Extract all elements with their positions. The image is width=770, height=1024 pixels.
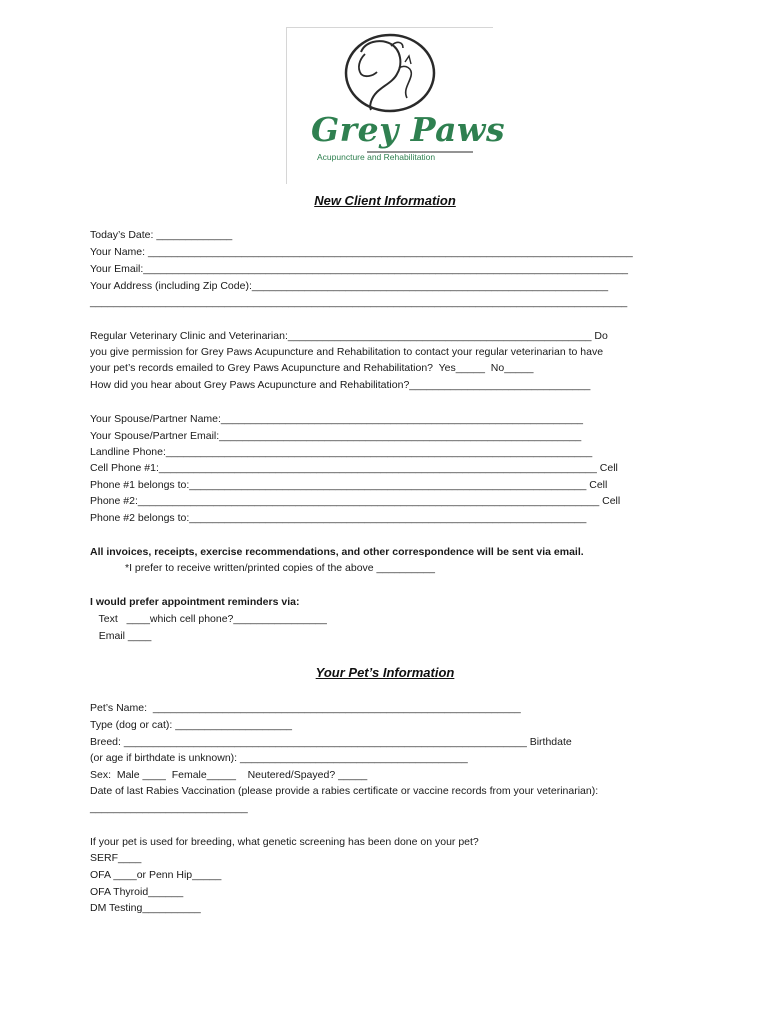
your-name-field[interactable]: Your Name: ___________________________________________________________________________________ [90, 246, 633, 258]
your-email-field[interactable]: Your Email:___________________________________________________________________________________ [90, 263, 628, 275]
pet-info-title: Your Pet’s Information [315, 665, 455, 680]
pet-type-field[interactable]: Type (dog or cat): ____________________ [90, 719, 292, 731]
regular-vet-field[interactable]: Regular Veterinary Clinic and Veterinarian:____________________________________________________ Do [90, 330, 608, 342]
ofa-thyroid-field[interactable]: OFA Thyroid______ [90, 886, 184, 898]
logo [286, 27, 506, 184]
sex-neutered-field[interactable]: Sex: Male ____ Female_____ Neutered/Spayed? _____ [90, 769, 368, 781]
landline-phone-field[interactable]: Landline Phone:_________________________________________________________________________ [90, 446, 593, 458]
address-field-line-2[interactable]: ____________________________________________________________________________________________ [90, 296, 628, 308]
todays-date-field[interactable]: Today’s Date: _____________ [90, 229, 233, 241]
email-correspondence-notice: All invoices, receipts, exercise recommendations, and other correspondence will be sent via email. [90, 546, 584, 558]
referral-source-field[interactable]: How did you hear about Grey Paws Acupuncture and Rehabilitation?_______________________________ [90, 379, 591, 391]
serf-field[interactable]: SERF____ [90, 852, 142, 864]
reminder-email-option[interactable]: Email ____ [90, 630, 152, 642]
logo-brand-text: Grey Paws [311, 110, 506, 149]
ofa-penn-hip-field[interactable]: OFA ____or Penn Hip_____ [90, 869, 222, 881]
rabies-vaccination-label: Date of last Rabies Vaccination (please provide a rabies certificate or vaccine records from your veterinarian): [90, 785, 599, 797]
phone-2-owner-field[interactable]: Phone #2 belongs to:____________________________________________________________________ [90, 512, 587, 524]
vet-permission-yes-no[interactable]: your pet’s records emailed to Grey Paws Acupuncture and Rehabilitation? Yes_____ No_____ [90, 362, 534, 374]
pet-name-field[interactable]: Pet’s Name: _______________________________________________________________ [90, 702, 521, 714]
printed-copies-option[interactable]: *I prefer to receive written/printed copies of the above __________ [90, 562, 435, 574]
dm-testing-field[interactable]: DM Testing__________ [90, 902, 201, 914]
address-field[interactable]: Your Address (including Zip Code):_____________________________________________________________ [90, 280, 609, 292]
reminder-text-option[interactable]: Text ____which cell phone?________________ [90, 613, 327, 625]
phone-1-owner-field[interactable]: Phone #1 belongs to:____________________________________________________________________ Cell [90, 479, 608, 491]
pet-age-field[interactable]: (or age if birthdate is unknown): _______________________________________ [90, 752, 468, 764]
reminders-heading: I would prefer appointment reminders via: [90, 596, 300, 608]
client-info-title: New Client Information [314, 193, 456, 208]
spouse-email-field[interactable]: Your Spouse/Partner Email:______________________________________________________________ [90, 430, 582, 442]
breed-birthdate-field[interactable]: Breed: _____________________________________________________________________ Birthdate [90, 736, 572, 748]
cell-phone-1-field[interactable]: Cell Phone #1:___________________________________________________________________________ Cell [90, 462, 618, 474]
logo-subtitle: Acupuncture and Rehabilitation [317, 152, 436, 162]
rabies-vaccination-field[interactable]: ___________________________ [90, 802, 248, 814]
genetic-screening-question: If your pet is used for breeding, what genetic screening has been done on your pet? [90, 836, 479, 848]
vet-permission-text: you give permission for Grey Paws Acupuncture and Rehabilitation to contact your regular veterinarian to have [90, 346, 604, 358]
spouse-name-field[interactable]: Your Spouse/Partner Name:______________________________________________________________ [90, 413, 583, 425]
phone-2-field[interactable]: Phone #2:_______________________________________________________________________________ Cell [90, 495, 621, 507]
